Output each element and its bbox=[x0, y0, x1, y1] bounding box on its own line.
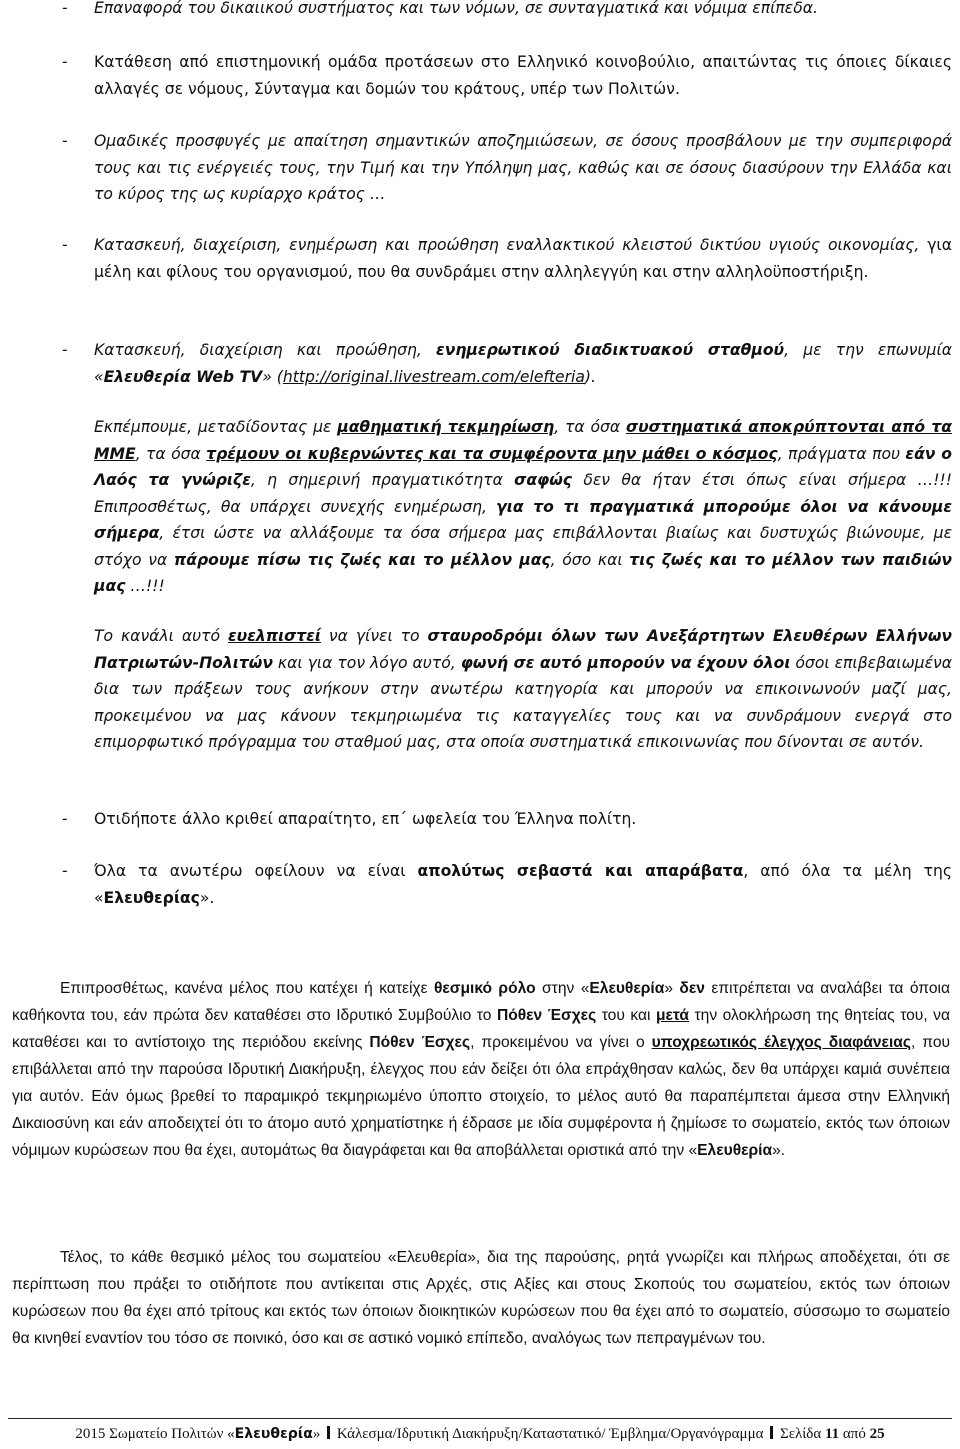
emphasis: τρέμουν οι κυβερνώντες και τα συμφέροντα μην μάθει ο κόσμος bbox=[206, 444, 778, 463]
list-item bbox=[62, 49, 952, 102]
page-label: Σελίδα bbox=[779, 1426, 822, 1442]
emphasis: πάρουμε πίσω τις ζωές και το μέλλον μας bbox=[173, 550, 551, 569]
text-run: στην « bbox=[535, 980, 590, 997]
list-item bbox=[62, 128, 952, 208]
footer-separator bbox=[770, 1426, 773, 1439]
list-item bbox=[62, 232, 952, 285]
text-run: , η σημερινή πραγματικότητα bbox=[250, 471, 515, 489]
disclosure-paragraph bbox=[12, 975, 950, 1164]
text-run: » ( bbox=[262, 367, 283, 386]
list-dash: - bbox=[62, 862, 68, 880]
text-run: , από όλα τα μέλη της « bbox=[94, 862, 952, 907]
list-item bbox=[62, 337, 952, 390]
list-dash: - bbox=[62, 810, 68, 828]
list-dash: - bbox=[62, 132, 68, 150]
text-run: , που επιβάλλεται από την παρούσα Ιδρυτική Διακήρυξη, έλεγχος που εάν δείξει ότι όλα επράχθησαν καλώς, δεν θα υπάρχει καμιά συνέπεια για αυτόν. Εάν όμως βρεθεί το παραμικρό τεκμηριωμένο ύποπτο στοιχείο, το μέλος αυτό θα παραπέμπεται άμεσα στην Ελληνική Δικαιοσύνη και εάν αποδειχτεί ότι το άτομο αυτό χρηματίστηκε ή έδρασε με ιδία συμφέροντα ή ζημίωσε το σωματείο, εκτός των όποιων νόμιμων κυρώσεων που θα έχει, αυτομάτως θα διαγράφεται και θα αποβάλλεται οριστικά από την « bbox=[12, 1034, 951, 1159]
emphasis: ευελπιστεί bbox=[227, 627, 322, 645]
text-run: επιτρέπεται να αναλάβει τα όποια καθήκοντα του, εάν πρώτα δεν καταθέσει στο Ιδρυτικό Συμβούλιο το bbox=[12, 980, 950, 1024]
livestream-link[interactable]: http://original.livestream.com/elefteria bbox=[282, 367, 585, 386]
footer-rule bbox=[8, 1418, 952, 1419]
text-run: …!!! bbox=[125, 577, 165, 595]
list-item bbox=[62, 806, 952, 833]
list-item-text: Επαναφορά του δικαιικού συστήματος και των νόμων, σε συνταγματικά και νόμιμα επίπεδα. bbox=[94, 0, 818, 17]
broadcast-paragraph bbox=[94, 414, 952, 600]
list-item-text: Οτιδήποτε άλλο κριθεί απαραίτητο, επ΄ ωφελεία του Έλληνα πολίτη. bbox=[94, 810, 637, 828]
emphasis: απολύτως σεβαστά και απαράβατα bbox=[417, 862, 744, 880]
emphasis: Ελευθερία bbox=[697, 1142, 773, 1159]
emphasis: Ελευθερίας bbox=[103, 888, 200, 907]
text-run: και για τον λόγο αυτό, bbox=[272, 653, 461, 672]
list-item-text bbox=[94, 858, 952, 911]
text-run: » bbox=[664, 980, 680, 997]
page-of: από bbox=[842, 1426, 866, 1442]
text-run: , με την επωνυμία « bbox=[94, 341, 952, 386]
tv-brand-name: Ελευθερία Web TV bbox=[103, 367, 263, 386]
text-run: να γίνει το bbox=[321, 627, 428, 645]
emphasis: για το τι πραγματικά μπορούμε όλοι να κάνουμε σήμερα bbox=[94, 497, 953, 542]
text-run: όσοι επιβεβαιωμένα δια των πράξεων τους ανήκουν στην ανωτέρω κατηγορία και μπορούν να επικοινωνούν μαζί μας, προκειμένου να μας κάνουν τεκμηριωμένα τις καταγγελίες τους και να συνδράμουν ενεργά στο επιμορφωτικό πρόγραμμα του σταθμού μας, στα οποία συστηματικά επικοινωνίας που δίνονται σε αυτόν. bbox=[94, 653, 952, 751]
list-item-italic: Κατασκευή, διαχείριση, ενημέρωση και προώθηση εναλλακτικού κλειστού δικτύου υγιούς οικονομίας, bbox=[94, 236, 920, 254]
text-run: ». bbox=[199, 888, 215, 907]
page-footer bbox=[8, 1423, 952, 1445]
footer-text: 2015 Σωματείο Πολιτών « bbox=[75, 1426, 235, 1442]
text-run: Το κανάλι αυτό bbox=[94, 627, 228, 645]
channel-paragraph bbox=[94, 623, 952, 756]
text-run: ». bbox=[772, 1142, 786, 1159]
emphasis: τις ζωές και το μέλλον των παιδιών μας bbox=[94, 550, 952, 595]
text-run: Κατασκευή, διαχείριση και προώθηση, bbox=[94, 341, 437, 359]
page-number: 11 bbox=[824, 1426, 840, 1442]
list-dash: - bbox=[62, 341, 68, 359]
text-run: , όσο και bbox=[550, 550, 630, 569]
footer-brand: Ελευθερία bbox=[234, 1426, 313, 1442]
emphasis: μετά bbox=[655, 1007, 690, 1024]
emphasis: δεν bbox=[679, 980, 705, 997]
text-run: ). bbox=[584, 367, 596, 386]
emphasis: σαφώς bbox=[514, 471, 573, 489]
text-run: , τα όσα bbox=[135, 444, 207, 463]
emphasis: εάν ο Λαός τα γνώριζε bbox=[94, 444, 952, 489]
list-item-text bbox=[94, 337, 952, 390]
page-total: 25 bbox=[869, 1426, 885, 1442]
closing-paragraph bbox=[12, 1244, 950, 1352]
list-item-rest: για μέλη και φίλους του οργανισμού, που θα συνδράμει στην αλληλεγγύη και στην αλληλοϋποστήριξη. bbox=[94, 236, 952, 281]
text-run: του και bbox=[596, 1007, 656, 1024]
footer-separator bbox=[327, 1426, 330, 1439]
list-item-text: Ομαδικές προσφυγές με απαίτηση σημαντικών αποζημιώσεων, σε όσους προσβάλουν με την συμπεριφορά τους και τις ενέργειές τους, την Τιμή και την Υπόληψη μας, καθώς και σε όσους διασύρουν την Ελλάδα και το κύρος της ως κυρίαρχο κράτος … bbox=[94, 132, 952, 203]
emphasis: φωνή σε αυτό μπορούν να έχουν όλοι bbox=[460, 653, 791, 672]
list-dash: - bbox=[62, 53, 68, 71]
emphasis: υποχρεωτικός έλεγχος διαφάνειας bbox=[651, 1034, 911, 1051]
emphasis: σταυροδρόμι όλων των Ανεξάρτητων Ελευθέρων Ελλήνων Πατριωτών-Πολιτών bbox=[94, 627, 952, 672]
station-name-bold: ενημερωτικού διαδικτυακού σταθμού bbox=[436, 341, 785, 359]
emphasis: Ελευθερία bbox=[589, 980, 665, 997]
emphasis: συστηματικά αποκρύπτονται από τα ΜΜΕ bbox=[94, 418, 952, 463]
list-item-text: Κατάθεση από επιστημονική ομάδα προτάσεων στο Ελληνικό κοινοβούλιο, απαιτώντας τις όποιες δίκαιες αλλαγές σε νόμους, Σύνταγμα και δομών του κράτους, υπέρ των Πολιτών. bbox=[94, 53, 952, 98]
text-run: Εκπέμπουμε, μεταδίδοντας με bbox=[94, 418, 338, 436]
emphasis: Πόθεν Έσχες bbox=[496, 1007, 597, 1024]
list-item bbox=[62, 0, 952, 22]
text-run: , έτσι ώστε να αλλάξουμε τα όσα σήμερα μας επιβάλλονται βιαίως και δυστυχώς βιώνουμε, με στόχο να bbox=[94, 524, 952, 569]
footer-text: » bbox=[312, 1426, 321, 1442]
list-dash: - bbox=[62, 236, 68, 254]
text-run: την ολοκλήρωση της θητείας του, να καταθέσει και το αντίστοιχο της περιόδου εκείνης bbox=[12, 1007, 950, 1051]
text-run: , πράγματα που bbox=[777, 444, 906, 463]
emphasis: μαθηματική τεκμηρίωση bbox=[337, 418, 555, 436]
footer-doc-title: Κάλεσμα/Ιδρυτική Διακήρυξη/Καταστατικό/ Έμβλημα/Οργανόγραμμα bbox=[336, 1426, 764, 1442]
text-run: , προκειμένου να γίνει ο bbox=[470, 1034, 652, 1051]
text-run: δεν θα ήταν έτσι όπως είναι σήμερα …!!! Επιπροσθέτως, θα υπάρχει συνεχής ενημέρωση, bbox=[94, 471, 952, 516]
text-run: , τα όσα bbox=[554, 418, 626, 436]
list-item bbox=[62, 858, 952, 911]
list-dash: - bbox=[62, 0, 68, 17]
list-item-text bbox=[94, 232, 952, 285]
emphasis: Πόθεν Έσχες bbox=[369, 1034, 471, 1051]
text-run: Τέλος, το κάθε θεσμικό μέλος του σωματείου «Ελευθερία», δια της παρούσης, ρητά γνωρίζει και πλήρως αποδέχεται, ότι σε περίπτωση που πράξει το οτιδήποτε που αντίκειται στις Αρχές, στις Αξίες και στους Σκοπούς του σωματείου, εκτός των όποιων κυρώσεων που θα έχει από τρίτους και εκτός των όποιων διοικητικών κυρώσεων που θα έχει από το σωματείο, σύσσωμο το σωματείο θα κινηθεί εναντίον του τόσο σε ποινικό, όσο και σε αστικό νομικό επίπεδο, αναλόγως των πεπραγμένων του. bbox=[12, 1249, 950, 1347]
text-run: Επιπροσθέτως, κανένα μέλος που κατέχει ή κατείχε bbox=[60, 980, 434, 997]
emphasis: θεσμικό ρόλο bbox=[433, 980, 536, 997]
text-run: Όλα τα ανωτέρω οφείλουν να είναι bbox=[94, 862, 418, 880]
